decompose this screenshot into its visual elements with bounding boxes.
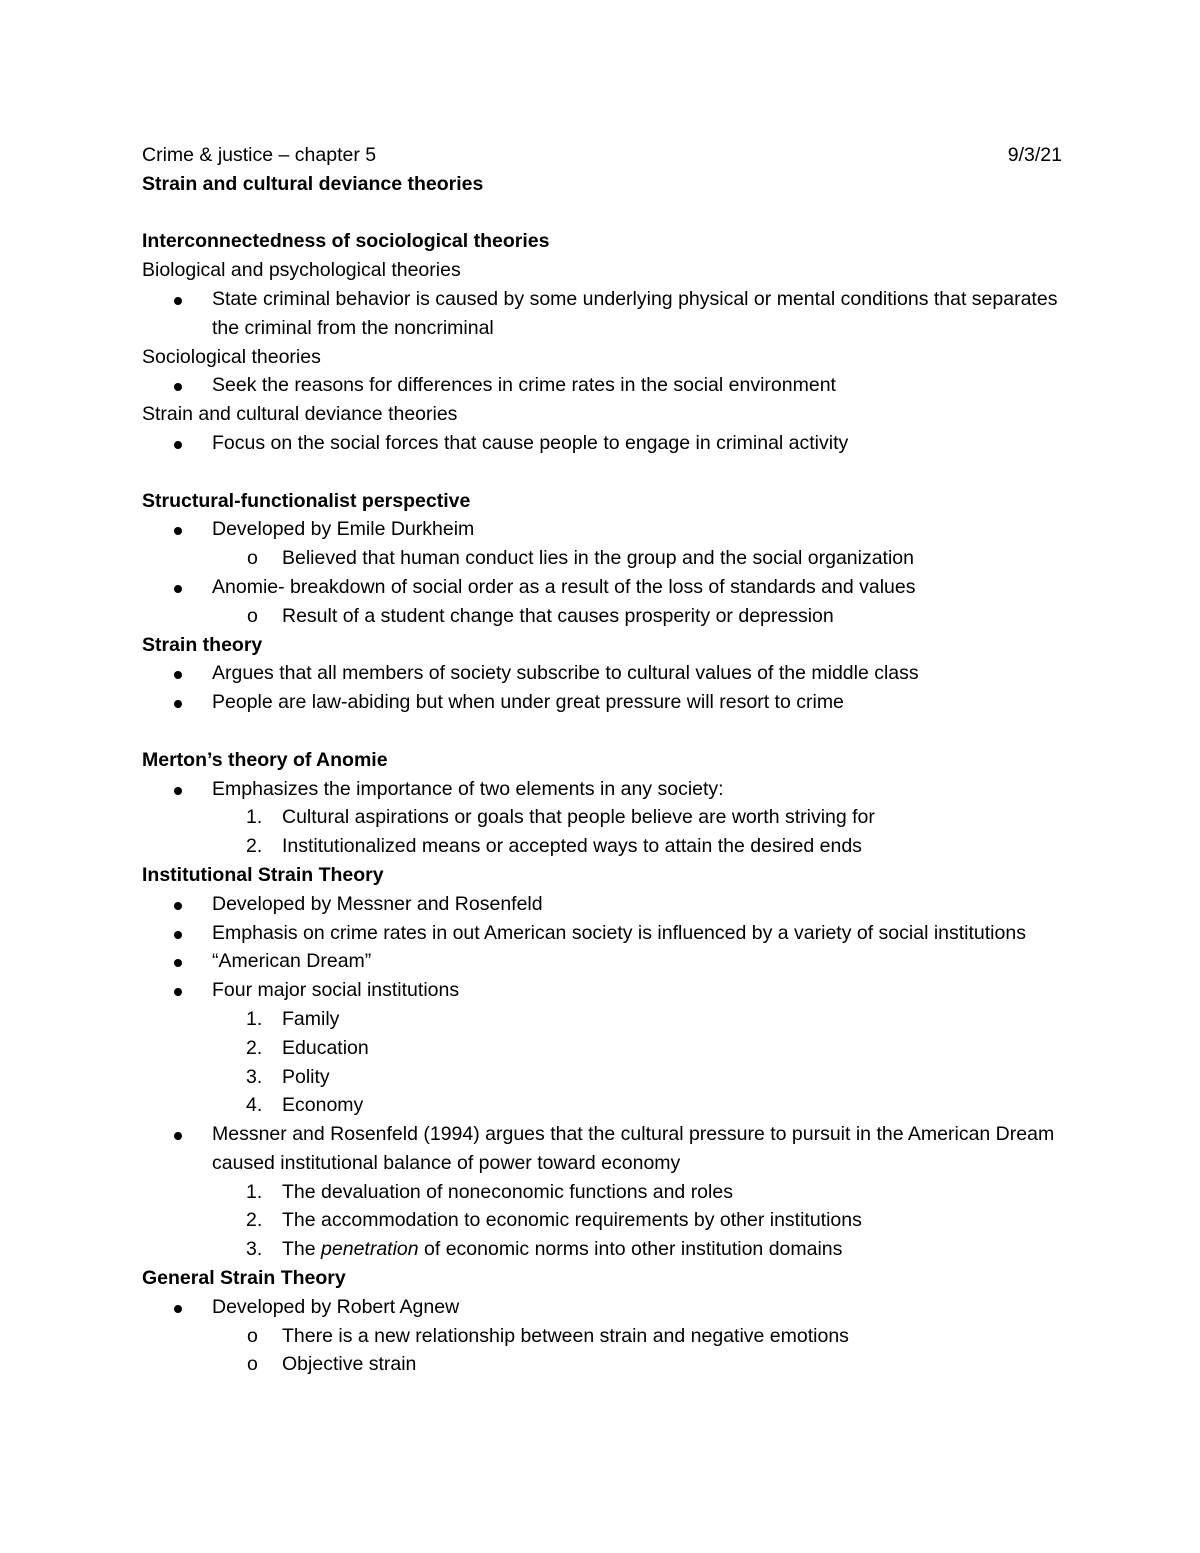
bullet-item: [142, 688, 1062, 717]
bullet-dot-icon: [174, 931, 182, 939]
bullet-text: Emphasizes the importance of two elements in any society:: [212, 777, 724, 800]
sub-bullet-item: [142, 602, 1062, 631]
circle-bullet-icon: o: [247, 547, 258, 570]
section-heading: Interconnectedness of sociological theories: [142, 230, 550, 253]
sub-bullet-text: There is a new relationship between strain and negative emotions: [282, 1324, 849, 1347]
numbered-item: [142, 1005, 1062, 1034]
bullet-dot-icon: [174, 959, 182, 967]
numbered-text: Polity: [282, 1065, 330, 1088]
circle-bullet-icon: o: [247, 604, 258, 627]
bullet-text: Messner and Rosenfeld (1994) argues that the cultural pressure to pursuit in the American Dream caused institutional balance of power toward economy: [212, 1123, 1055, 1174]
numbered-text: Institutionalized means or accepted ways to attain the desired ends: [282, 835, 862, 858]
emphasis-text: penetration: [321, 1238, 419, 1261]
blank-line: [142, 199, 1062, 228]
bullet-text: Emphasis on crime rates in out American society is influenced by a variety of social institutions: [212, 921, 1026, 944]
section-heading: General Strain Theory: [142, 1267, 346, 1290]
sub-bullet-text: Result of a student change that causes prosperity or depression: [282, 604, 834, 627]
bullet-dot-icon: [174, 585, 182, 593]
list-number: 2.: [246, 1209, 263, 1232]
bullet-item: [142, 1120, 1062, 1178]
bullet-dot-icon: [174, 297, 182, 305]
numbered-text: The devaluation of noneconomic functions and roles: [282, 1180, 733, 1203]
numbered-text: Economy: [282, 1094, 364, 1117]
doc-title: Crime & justice – chapter 5: [142, 144, 377, 166]
bullet-item: [142, 919, 1062, 948]
numbered-item: [142, 803, 1062, 832]
bullet-text: Developed by Robert Agnew: [212, 1295, 460, 1318]
bullet-dot-icon: [174, 383, 182, 391]
bullet-text: “American Dream”: [212, 950, 372, 973]
numbered-text-pre: The: [282, 1238, 322, 1261]
bullet-item: [142, 947, 1062, 976]
numbered-text: [282, 1238, 842, 1260]
bullet-dot-icon: [174, 1132, 182, 1140]
bullet-item: [142, 285, 1062, 343]
list-number: 2.: [246, 1036, 263, 1059]
bullet-item: [142, 976, 1062, 1005]
section-heading: Structural-functionalist perspective: [142, 489, 471, 512]
bullet-item: [142, 775, 1062, 804]
sub-bullet-item: [142, 544, 1062, 573]
doc-date: 9/3/21: [1007, 144, 1062, 166]
circle-bullet-icon: o: [247, 1353, 258, 1376]
list-number: 2.: [246, 835, 263, 858]
bullet-dot-icon: [174, 902, 182, 910]
bullet-dot-icon: [174, 441, 182, 449]
bullet-text: Four major social institutions: [212, 979, 460, 1002]
bullet-text: Argues that all members of society subscribe to cultural values of the middle class: [212, 662, 919, 685]
list-number: 4.: [246, 1094, 263, 1117]
bullet-dot-icon: [174, 988, 182, 996]
bullet-text: State criminal behavior is caused by some underlying physical or mental conditions that separates the criminal from the noncriminal: [212, 287, 1058, 339]
bullet-item: [142, 429, 1062, 458]
numbered-text: The accommodation to economic requirements by other institutions: [282, 1209, 862, 1232]
document-page: [142, 141, 1062, 1379]
doc-subtitle: Strain and cultural deviance theories: [142, 172, 484, 195]
section-heading: Merton’s theory of Anomie: [142, 748, 388, 771]
bullet-dot-icon: [174, 671, 182, 679]
blank-line: [142, 458, 1062, 487]
list-number: 1.: [246, 806, 263, 829]
header-line: [142, 141, 1062, 170]
numbered-item: [142, 1063, 1062, 1092]
sub-bullet-text: Believed that human conduct lies in the group and the social organization: [282, 547, 914, 570]
list-number: 3.: [246, 1238, 263, 1261]
bullet-text: People are law-abiding but when under great pressure will resort to crime: [212, 691, 844, 714]
sub-bullet-text: Objective strain: [282, 1353, 417, 1376]
bullet-dot-icon: [174, 1305, 182, 1313]
sub-bullet-item: [142, 1350, 1062, 1379]
bullet-item: [142, 371, 1062, 400]
sub-bullet-item: [142, 1322, 1062, 1351]
numbered-item: [142, 1206, 1062, 1235]
bullet-item: [142, 1293, 1062, 1322]
numbered-text: Education: [282, 1036, 369, 1059]
numbered-text-post: of economic norms into other institution domains: [418, 1238, 843, 1261]
bullet-text: Developed by Messner and Rosenfeld: [212, 892, 543, 915]
blank-line: [142, 717, 1062, 746]
bullet-dot-icon: [174, 787, 182, 795]
section-heading: Strain theory: [142, 633, 263, 656]
list-number: 1.: [246, 1007, 263, 1030]
numbered-item: [142, 1091, 1062, 1120]
bullet-text: Focus on the social forces that cause people to engage in criminal activity: [212, 431, 849, 454]
numbered-item: [142, 1178, 1062, 1207]
numbered-item: [142, 1034, 1062, 1063]
bullet-item: [142, 890, 1062, 919]
numbered-text: Cultural aspirations or goals that people believe are worth striving for: [282, 806, 875, 829]
list-number: 1.: [246, 1180, 263, 1203]
topic-label: Sociological theories: [142, 345, 321, 368]
bullet-dot-icon: [174, 527, 182, 535]
bullet-item: [142, 659, 1062, 688]
bullet-text: Anomie- breakdown of social order as a result of the loss of standards and values: [212, 575, 916, 598]
topic-label: Strain and cultural deviance theories: [142, 403, 458, 426]
bullet-item: [142, 515, 1062, 544]
circle-bullet-icon: o: [247, 1324, 258, 1347]
section-heading: Institutional Strain Theory: [142, 863, 384, 886]
numbered-item: [142, 1235, 1062, 1264]
bullet-text: Seek the reasons for differences in crime rates in the social environment: [212, 374, 836, 397]
list-number: 3.: [246, 1065, 263, 1088]
numbered-item: [142, 832, 1062, 861]
numbered-text: Family: [282, 1007, 340, 1030]
bullet-dot-icon: [174, 700, 182, 708]
topic-label: Biological and psychological theories: [142, 259, 461, 282]
bullet-item: [142, 573, 1062, 602]
bullet-text: Developed by Emile Durkheim: [212, 518, 475, 541]
